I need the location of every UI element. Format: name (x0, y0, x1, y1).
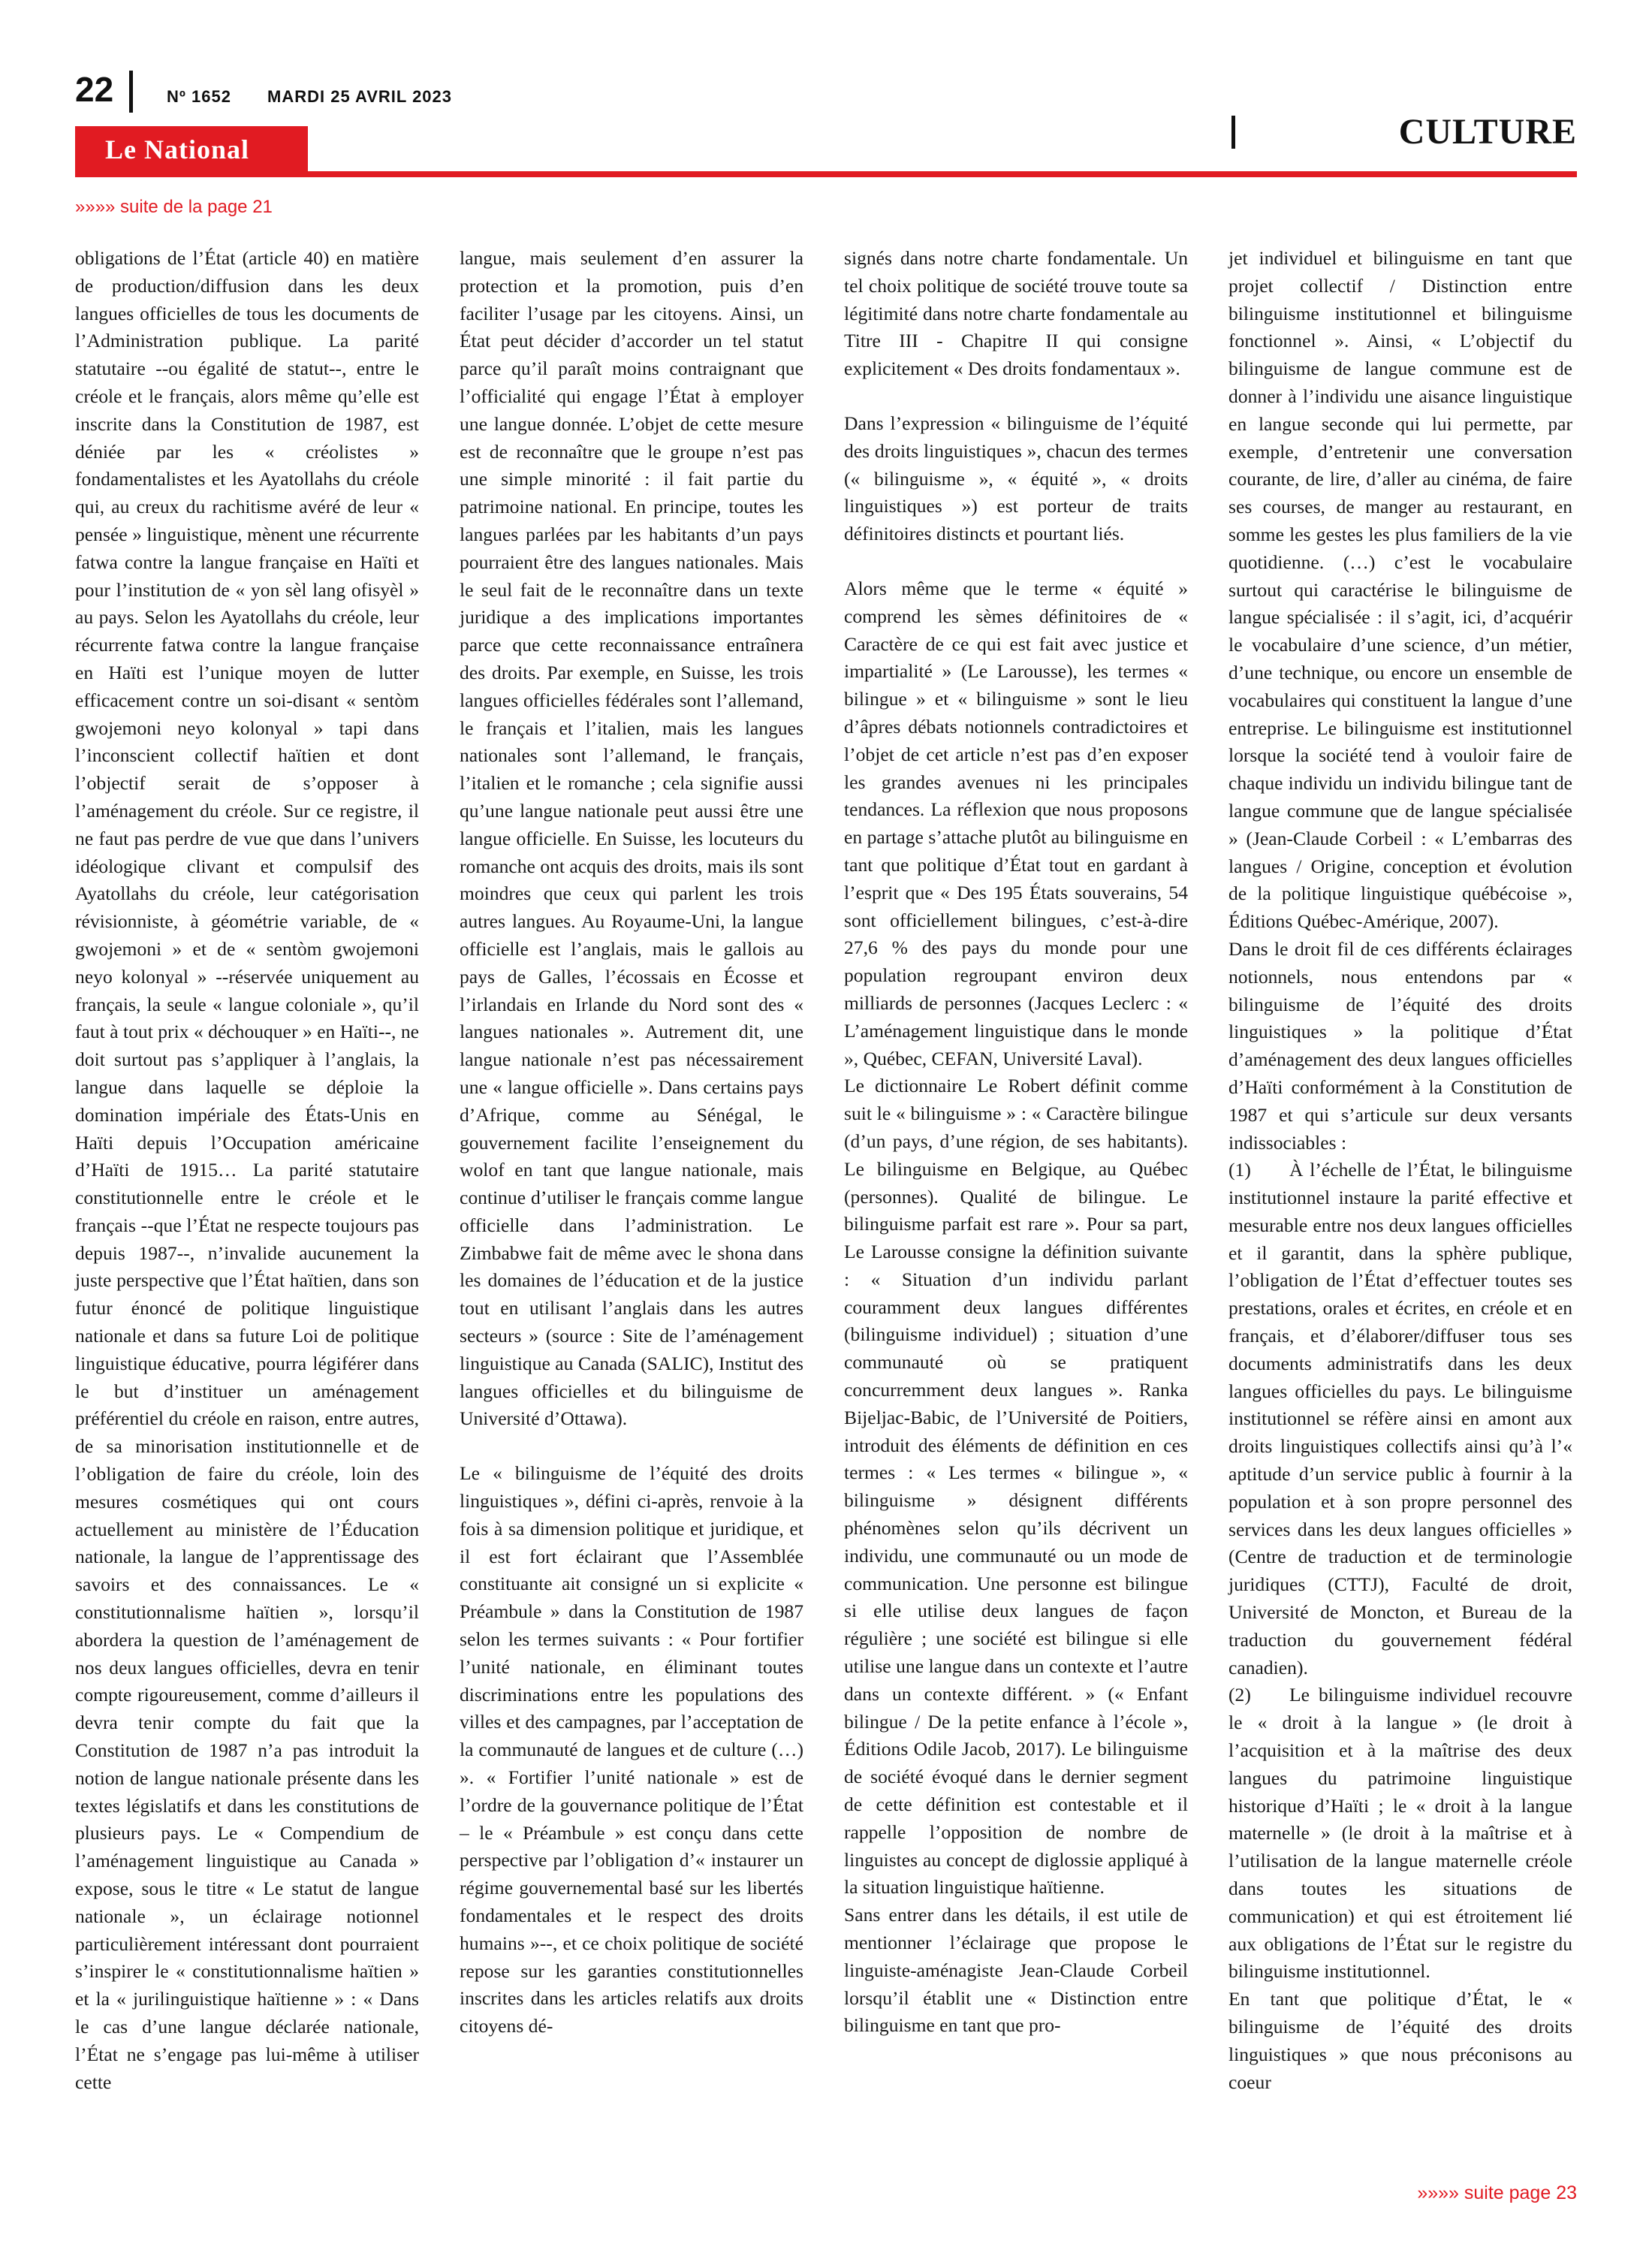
page-number-divider (129, 71, 133, 113)
article-column-3 (844, 245, 1188, 2040)
paragraph: Sans entrer dans les détails, il est utile de mentionner l’éclairage que propose le linguiste-aménagiste Jean-Claude Corbeil lorsqu’il établit une « Distinction entre bilinguisme en tant que pro- (844, 1904, 1188, 2037)
continued-from: »»»» suite de la page 21 (75, 197, 273, 217)
paragraph: signés dans notre charte fondamentale. Un tel choix politique de société trouve toute sa légitimité dans notre charte fondamentale au Titre III - Chapitre II qui consigne explicitement « Des droits fondamentaux ». (844, 247, 1188, 380)
page-number: 22 (75, 70, 114, 109)
section-title: CULTURE (1398, 112, 1577, 152)
page-header (0, 0, 1652, 180)
article-body (75, 245, 1577, 2167)
issue-number: Nº 1652 (167, 87, 231, 106)
paragraph: (1) À l’échelle de l’État, le bilinguisme institutionnel instaure la parité effective et mesurable entre nos deux langues officielles et il garantit, dans la sphère publique, l’obligation de l’État d’effectuer toutes ses prestations, orales et écrites, en créole et en français, et d’élaborer/diffuser tous ses documents administratifs dans les deux langues officielles du pays. Le bilinguisme institutionnel se réfère ainsi en amont aux droits linguistiques collectifs ainsi qu’à l’« aptitude d’un service public à fournir à la population et à son propre personnel des services dans les deux langues officielles » (Centre de traduction et de terminologie juridiques (CTTJ), Faculté de droit, Université de Moncton, et Bureau de la traduction du gouvernement fédéral canadien). (1228, 1159, 1572, 1678)
article-column-4 (1228, 245, 1572, 2096)
paragraph: Le dictionnaire Le Robert définit comme suit le « bilinguisme » : « Caractère bilingue (d’un pays, d’une région, de ses habitants). Le bilinguisme en Belgique, au Québec (personnes). Qualité de bilingue. Le bilinguisme parfait est rare ». Pour sa part, Le Larousse consigne la définition suivante : « Situation d’un individu parlant couramment deux langues différentes (bilinguisme individuel) ; situation d’une communauté où se pratiquent concurremment deux langues ». Ranka Bijeljac-Babic, de l’Université de Poitiers, introduit des éléments de définition en ces termes : « Les termes « bilingue », « bilinguisme » désignent différents phénomènes selon qu’ils décrivent un individu, une communauté ou un mode de communication. Une personne est bilingue si elle utilise deux langues de façon régulière ; une société est bilingue si elle utilise une langue dans un contexte et l’autre dans un contexte différent. » (« Enfant bilingue / De la petite enfance à l’école », Éditions Odile Jacob, 2017). Le bilinguisme de société évoqué dans le dernier segment de cette définition est contestable et il rappelle l’opposition de nombre de linguistes au concept de diglossie appliqué à la situation linguistique haïtienne. (844, 1075, 1188, 1899)
article-column-2 (460, 245, 803, 2040)
paragraph: obligations de l’État (article 40) en matière de production/diffusion dans les deux langues officielles de tous les documents de l’Administration publique. La parité statutaire --ou égalité de statut--, entre le créole et le français, alors même qu’elle est inscrite dans la Constitution de 1987, est déniée par les « créolistes » fondamentalistes et les Ayatollahs du créole qui, au creux du rachitisme avéré de leur « pensée » linguistique, mènent une récurrente fatwa contre la langue française en Haïti et pour l’institution de « yon sèl lang ofisyèl » au pays. Selon les Ayatollahs du créole, leur récurrente fatwa contre la langue française en Haïti est l’unique moyen de lutter efficacement contre un soi-disant « sentòm gwojemoni neyo kolonyal » tapi dans l’inconscient collectif haïtien et dont l’objectif serait de s’opposer à l’aménagement du créole. Sur ce registre, il ne faut pas perdre de vue que dans l’univers idéologique clivant et compulsif des Ayatollahs du créole, leur catégorisation révisionniste, à géométrie variable, de « gwojemoni » et de « sentòm gwojemoni neyo kolonyal » --réservée uniquement au français, la seule « langue coloniale », qu’il faut à tout prix « déchouquer » en Haïti--, ne doit surtout pas s’appliquer à l’anglais, la langue dans laquelle se déploie la domination impériale des États-Unis en Haïti depuis l’Occupation américaine d’Haïti de 1915… La parité statutaire constitutionnelle entre le créole et le français --que l’État ne respecte toujours pas depuis 1987--, n’invalide aucunement la juste perspective que l’État haïtien, dans son futur énoncé de politique linguistique nationale et dans sa future Loi de politique linguistique éducative, pourra légiférer dans le but d’instituer un aménagement préférentiel du créole en raison, entre autres, de sa minorisation institutionnelle et de l’obligation de faire du créole, loin des mesures cosmétiques qui ont cours actuellement au ministère de l’Éducation nationale, la langue de l’apprentissage des savoirs et des connaissances. Le « constitutionnalisme haïtien », lorsqu’il abordera la question de l’aménagement de nos deux langues officielles, devra en tenir compte rigoureusement, comme d’ailleurs il devra tenir compte du fait que la Constitution de 1987 n’a pas introduit la notion de langue nationale présente dans les textes législatifs et dans les constitutions de plusieurs pays. Le « Compendium de l’aménagement linguistique au Canada » expose, sous le titre « Le statut de langue nationale », un éclairage notionnel particulièrement intéressant dont pourraient s’inspirer le « constitutionnalisme haïtien » et la « jurilinguistique haïtienne » : « Dans le cas d’une langue déclarée nationale, l’État ne s’engage pas lui-même à utiliser cette (75, 247, 419, 2093)
issue-date: MARDI 25 AVRIL 2023 (267, 87, 453, 106)
paragraph: jet individuel et bilinguisme en tant que projet collectif / Distinction entre bilinguisme institutionnel et bilinguisme fonctionnel ». Ainsi, « L’objectif du bilinguisme de langue commune est de donner à l’individu une aisance linguistique en langue seconde qui lui permette, par exemple, d’entretenir une conversation courante, de lire, d’aller au cinéma, de faire ses courses, de manger au restaurant, en somme les gestes les plus familiers de la vie quotidienne. (…) c’est le vocabulaire surtout qui caractérise le bilinguisme de langue spécialisée : il s’agit, ici, d’acquérir le vocabulaire d’une science, d’un métier, d’une technique, ou encore un ensemble de vocabulaires qui constituent la langue d’une entreprise. Le bilinguisme est institutionnel lorsque la société tend à vouloir faire de chaque individu un individu bilingue tant de langue commune que de langue spécialisée » (Jean-Claude Corbeil : « L’embarras des langues / Origine, conception et évolution de la politique linguistique québécoise », Éditions Québec-Amérique, 2007). (1228, 247, 1572, 933)
article-column-1 (75, 245, 419, 2096)
section-divider (1231, 116, 1235, 149)
paragraph: Le « bilinguisme de l’équité des droits linguistiques », défini ci-après, renvoie à la fois à sa dimension politique et juridique, et il est fort éclairant que l’Assemblée constituante ait consigné un si explicite « Préambule » dans la Constitution de 1987 selon les termes suivants : « Pour fortifier l’unité nationale, en éliminant toutes discriminations entre les populations des villes et des campagnes, par l’acceptation de la communauté de langues et de culture (…) ». « Fortifier l’unité nationale » est de l’ordre de la gouvernance politique de l’État – le « Préambule » est conçu dans cette perspective par l’obligation d’« instaurer un régime gouvernemental basé sur les libertés fondamentales et le respect des droits humains »--, et ce choix politique de société repose sur les garanties constitutionnelles inscrites dans les articles relatifs aux droits citoyens dé- (460, 1462, 803, 2037)
paragraph: (2) Le bilinguisme individuel recouvre le « droit à la langue » (le droit à l’acquisition et à la maîtrise des deux langues du patrimoine linguistique historique d’Haïti ; le « droit à la langue maternelle » (le droit à la maîtrise et à l’utilisation de la langue maternelle créole dans toutes les situations de communication) et qui est étroitement lié aux obligations de l’État sur le registre du bilinguisme institutionnel. (1228, 1684, 1572, 1983)
paragraph: En tant que politique d’État, le « bilinguisme de l’équité des droits linguistiques » que nous préconisons au coeur (1228, 1988, 1572, 2093)
paragraph: Alors même que le terme « équité » comprend les sèmes définitoires de « Caractère de ce qui est fait avec justice et impartialité » (Le Larousse), les termes « bilingue » et « bilinguisme » sont le lieu d’âpres débats notionnels contradictoires et l’objet de cet article n’est pas d’en exposer les grandes avenues ni les principales tendances. La réflexion que nous proposons en partage s’attache plutôt au bilinguisme en tant que politique d’État tout en gardant à l’esprit que « Des 195 États souverains, 54 sont officiellement bilingues, c’est-à-dire 27,6 % des pays du monde pour une population regroupant environ deux milliards de personnes (Jacques Leclerc : « L’aménagement linguistique dans le monde », Québec, CEFAN, Université Laval). (844, 577, 1188, 1069)
brand-name: Le National (105, 134, 250, 164)
paragraph: Dans le droit fil de ces différents éclairages notionnels, nous entendons par « bilinguisme de l’équité des droits linguistiques » la politique d’État d’aménagement des deux langues officielles d’Haïti conformément à la Constitution de 1987 et qui s’articule sur deux versants indissociables : (1228, 937, 1572, 1154)
paragraph: langue, mais seulement d’en assurer la protection et la promotion, puis d’en faciliter l’usage par les citoyens. Ainsi, un État peut décider d’accorder un tel statut parce qu’il paraît moins contraignant que l’officialité qui engage l’État à employer une langue donnée. L’objet de cette mesure est de reconnaître que le groupe n’est pas une simple minorité : il fait partie du patrimoine national. En principe, toutes les langues parlées par les habitants d’un pays pourraient être des langues nationales. Mais le seul fait de le reconnaître dans un texte juridique a des implications importantes parce que cette reconnaissance entraînera des droits. Par exemple, en Suisse, les trois langues officielles fédérales sont l’allemand, le français et l’italien, mais les langues nationales sont l’allemand, le français, l’italien et le romanche ; cela signifie aussi qu’une langue nationale peut aussi être une langue officielle. En Suisse, les locuteurs du romanche ont acquis des droits, mais ils sont moindres que ceux qui parlent les trois autres langues. Au Royaume-Uni, la langue officielle est l’anglais, mais le gallois au pays de Galles, l’écossais en Écosse et l’irlandais en Irlande du Nord sont des « langues nationales ». Autrement dit, une langue nationale n’est pas nécessairement une « langue officielle ». Dans certains pays d’Afrique, comme au Sénégal, le gouvernement facilite l’enseignement du wolof en tant que langue nationale, mais continue d’utiliser le français comme langue officielle dans l’administration. Le Zimbabwe fait de même avec le shona dans les domaines de l’éducation et de la justice tout en utilisant l’anglais dans les autres secteurs » (source : Site de l’aménagement linguistique au Canada (SALIC), Institut des langues officielles et du bilinguisme de Université d’Ottawa). (460, 247, 803, 1430)
continued-to: »»»» suite page 23 (1417, 2182, 1577, 2203)
paragraph: Dans l’expression « bilinguisme de l’équité des droits linguistiques », chacun des termes (« bilinguisme », « équité », « droits linguistiques ») est porteur de traits définitoires distincts et pourtant liés. (844, 412, 1188, 545)
